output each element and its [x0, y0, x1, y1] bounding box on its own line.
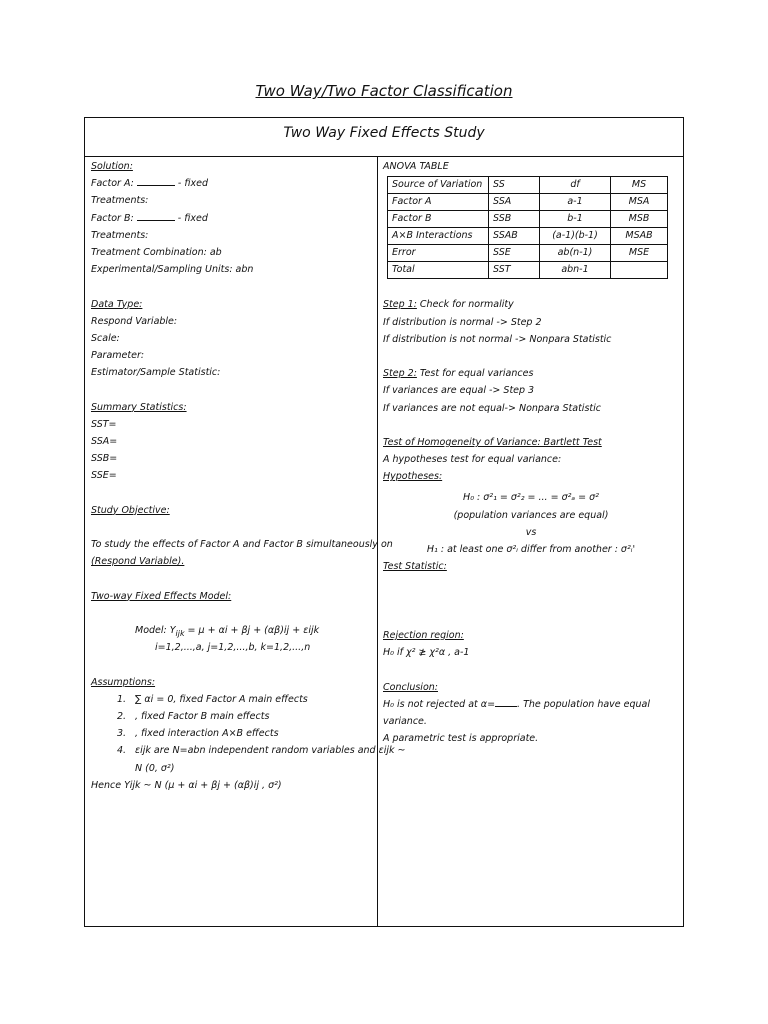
- assumption-number: 1.: [117, 693, 127, 705]
- factor-a-suffix: - fixed: [177, 178, 209, 190]
- hypotheses-heading: Hypotheses:: [383, 471, 443, 483]
- objective-line-2: (Respond Variable).: [91, 556, 185, 568]
- anova-table: [387, 176, 668, 279]
- treatments-b: Treatments:: [91, 229, 149, 241]
- conclusion-heading: Conclusion:: [383, 681, 438, 693]
- experimental-units: Experimental/Sampling Units: abn: [91, 264, 254, 276]
- step2-label: Step 2:: [383, 368, 417, 380]
- conclusion-line-2: variance.: [383, 715, 427, 727]
- assumption-number: 3.: [117, 728, 127, 740]
- anova-cell: [611, 262, 668, 279]
- anova-cell: Total: [388, 262, 489, 279]
- parameter: Parameter:: [91, 350, 145, 362]
- anova-cell: MS: [611, 177, 668, 194]
- study-header: Two Way Fixed Effects Study: [85, 118, 683, 157]
- anova-cell: SSA: [489, 194, 540, 211]
- model-equation: [135, 622, 373, 639]
- anova-cell: SS: [489, 177, 540, 194]
- anova-header-row: [388, 177, 668, 194]
- respond-variable: Respond Variable:: [91, 315, 178, 327]
- conclusion-part-a: H₀ is not rejected at α=: [383, 698, 496, 710]
- treatments-a: Treatments:: [91, 195, 149, 207]
- assumption-item: [91, 725, 373, 742]
- study-objective-heading: Study Objective:: [91, 504, 170, 516]
- anova-cell: abn-1: [540, 262, 611, 279]
- anova-row: [388, 262, 668, 279]
- anova-cell: b-1: [540, 211, 611, 228]
- assumption-number: 2.: [117, 711, 127, 722]
- sse-line: SSE=: [91, 470, 117, 482]
- factor-b-prefix: Factor B:: [91, 212, 134, 224]
- scale: Scale:: [91, 332, 120, 344]
- anova-cell: Source of Variation: [388, 177, 489, 194]
- anova-cell: MSB: [611, 211, 668, 228]
- study-frame: [84, 117, 684, 927]
- model-subscript: ijk: [175, 628, 185, 638]
- vs-line: vs: [525, 526, 537, 538]
- anova-cell: SSB: [489, 211, 540, 228]
- document-title: Two Way/Two Factor Classification: [255, 82, 513, 100]
- sst-line: SST=: [91, 418, 117, 430]
- anova-cell: Factor B: [388, 211, 489, 228]
- anova-title: ANOVA TABLE: [383, 161, 449, 172]
- step1-line: [383, 296, 679, 313]
- model-indices: i=1,2,...,a, j=1,2,...,b, k=1,2,...,n: [155, 642, 311, 654]
- right-column: [383, 158, 679, 747]
- treatment-combination: Treatment Combination: ab: [91, 246, 222, 258]
- bartlett-desc: A hypotheses test for equal variance:: [383, 454, 562, 466]
- anova-row: [388, 211, 668, 228]
- step1-not-normal: If distribution is not normal -> Nonpara Statistic: [383, 333, 612, 345]
- conclusion-part-b: . The population have equal: [517, 698, 651, 710]
- anova-cell: MSE: [611, 245, 668, 262]
- step2-text: Test for equal variances: [416, 368, 534, 380]
- assumption-text: ∑ αi = 0, fixed Factor A main effects: [135, 693, 308, 705]
- factor-b-blank: [137, 212, 175, 221]
- ssa-line: SSA=: [91, 436, 118, 447]
- anova-cell: A×B Interactions: [388, 228, 489, 245]
- anova-cell: Error: [388, 245, 489, 262]
- anova-row: [388, 245, 668, 262]
- step2-not-equal: If variances are not equal-> Nonpara Statistic: [383, 402, 601, 414]
- conclusion-line-1: [383, 696, 679, 713]
- anova-cell: SSE: [489, 245, 540, 262]
- data-type-heading: Data Type:: [91, 298, 143, 310]
- h1-line: H₁ : at least one σ²ᵢ differ from another : σ²ᵢ': [426, 544, 636, 555]
- assumptions-heading: Assumptions:: [91, 676, 156, 688]
- alpha-blank: [495, 698, 517, 707]
- h0-note: (population variances are equal): [453, 509, 609, 521]
- assumption-text: , fixed Factor B main effects: [135, 711, 270, 722]
- anova-cell: MSAB: [611, 228, 668, 245]
- factor-a-line: [91, 175, 373, 192]
- assumption-item: [91, 691, 373, 708]
- step1-label: Step 1:: [383, 299, 417, 311]
- objective-line-1: To study the effects of Factor A and Factor B simultaneously on: [91, 539, 393, 551]
- step2-line: [383, 365, 679, 382]
- ssb-line: SSB=: [91, 453, 118, 465]
- factor-b-suffix: - fixed: [177, 212, 208, 224]
- assumption-number: 4.: [117, 745, 127, 757]
- factor-a-prefix: Factor A:: [91, 178, 134, 190]
- anova-cell: df: [540, 177, 611, 194]
- hence-line: Hence Yijk ~ N (μ + αi + βj + (αβ)ij , σ²): [91, 779, 282, 791]
- step2-equal: If variances are equal -> Step 3: [383, 385, 535, 397]
- model-prefix: Model: Y: [135, 625, 176, 637]
- rejection-rule: H₀ if χ² ≱ χ²α , a-1: [383, 647, 470, 659]
- anova-cell: Factor A: [388, 194, 489, 211]
- anova-cell: ab(n-1): [540, 245, 611, 262]
- h0-line: H₀ : σ²₁ = σ²₂ = ... = σ²ₐ = σ²: [463, 492, 599, 504]
- assumption-item: [91, 708, 373, 725]
- anova-cell: MSA: [611, 194, 668, 211]
- solution-heading: Solution:: [91, 161, 133, 172]
- bartlett-heading: Test of Homogeneity of Variance: Bartlett Test: [383, 436, 602, 448]
- factor-b-line: [91, 210, 373, 227]
- anova-row: [388, 194, 668, 211]
- anova-row: [388, 228, 668, 245]
- assumption-4-cont: N (0, σ²): [135, 762, 175, 774]
- anova-cell: SST: [489, 262, 540, 279]
- model-eq: = μ + αi + βj + (αβ)ij + εijk: [184, 625, 320, 637]
- step1-normal: If distribution is normal -> Step 2: [383, 316, 542, 328]
- test-statistic-heading: Test Statistic:: [383, 561, 447, 573]
- model-heading: Two-way Fixed Effects Model:: [91, 590, 232, 602]
- assumption-text: εijk are N=abn independent random variables and εijk ~: [135, 745, 406, 757]
- conclusion-line-3: A parametric test is appropriate.: [383, 733, 539, 745]
- assumption-text: , fixed interaction A×B effects: [135, 728, 279, 740]
- summary-statistics-heading: Summary Statistics:: [91, 401, 187, 413]
- anova-cell: a-1: [540, 194, 611, 211]
- factor-a-blank: [137, 177, 175, 186]
- rejection-region-heading: Rejection region:: [383, 629, 464, 641]
- anova-cell: (a-1)(b-1): [540, 228, 611, 245]
- estimator: Estimator/Sample Statistic:: [91, 367, 221, 379]
- anova-cell: SSAB: [489, 228, 540, 245]
- step1-text: Check for normality: [416, 299, 514, 311]
- assumption-item: [91, 742, 406, 759]
